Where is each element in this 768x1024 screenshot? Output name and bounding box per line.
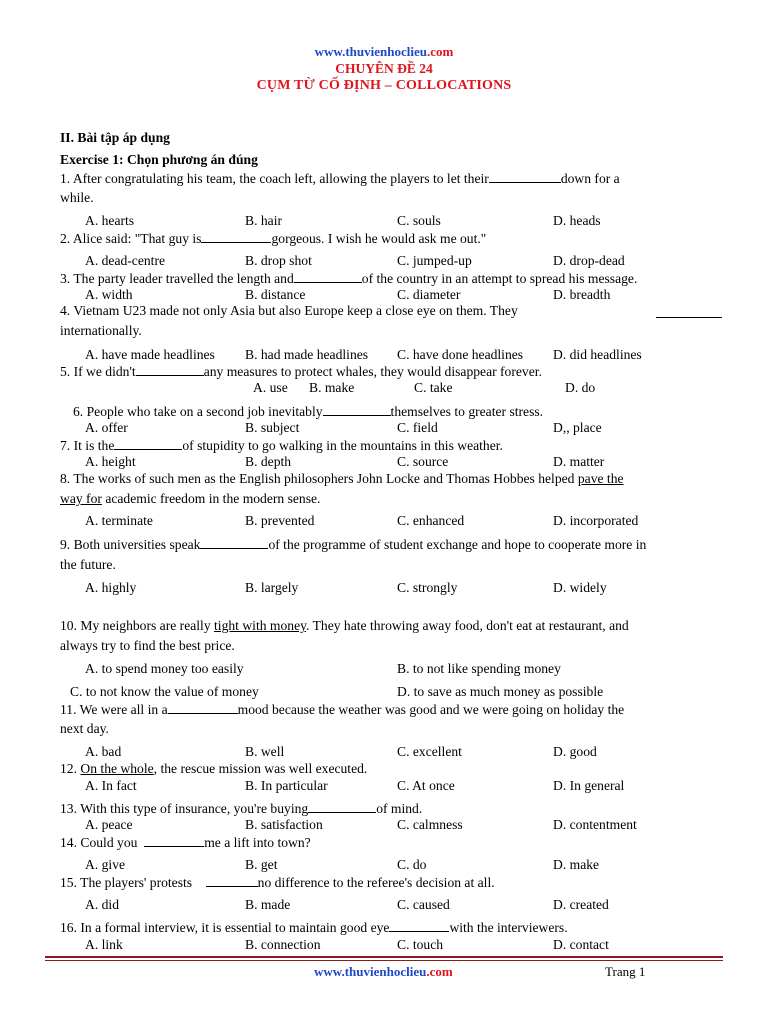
q11-text-a: 11. We were all in a xyxy=(60,702,168,717)
q10-text-b: . They hate throwing away food, don't eat at restaurant, and xyxy=(306,618,629,633)
q7-option-a[interactable]: A. height xyxy=(85,454,136,469)
q6-text-a: 6. People who take on a second job inevitably xyxy=(73,404,323,419)
question-9 xyxy=(60,536,646,553)
q8-option-b[interactable]: B. prevented xyxy=(245,513,315,528)
q5-text-a: 5. If we didn't xyxy=(60,364,136,379)
q16-option-a[interactable]: A. link xyxy=(85,937,123,952)
q11-option-a[interactable]: A. bad xyxy=(85,744,122,759)
q14-option-d[interactable]: D. make xyxy=(553,857,600,872)
q15-option-a[interactable]: A. did xyxy=(85,897,119,912)
q8-underlined-b: way for xyxy=(60,491,102,506)
q1-option-b[interactable]: B. hair xyxy=(245,213,282,228)
q11-blank xyxy=(168,701,238,714)
q2-option-b[interactable]: B. drop shot xyxy=(245,253,312,268)
q11-option-b[interactable]: B. well xyxy=(245,744,285,759)
q1-text-a: 1. After congratulating his team, the coach left, allowing the players to let their xyxy=(60,171,489,186)
q4-option-b[interactable]: B. had made headlines xyxy=(245,347,369,362)
chuyen-de: CHUYÊN ĐỀ 24 xyxy=(335,61,433,76)
q16-option-c[interactable]: C. touch xyxy=(397,937,444,952)
q10-underlined: tight with money xyxy=(214,618,307,633)
q2-option-c[interactable]: C. jumped-up xyxy=(397,253,472,268)
q9-option-a[interactable]: A. highly xyxy=(85,580,137,595)
q9-option-d[interactable]: D. widely xyxy=(553,580,607,595)
q10-option-a[interactable]: A. to spend money too easily xyxy=(85,661,244,676)
question-2 xyxy=(60,230,486,247)
q7-option-c[interactable]: C. source xyxy=(397,454,449,469)
q4-option-a[interactable]: A. have made headlines xyxy=(85,347,215,362)
q8-underlined-a: pave the xyxy=(577,471,624,486)
question-1 xyxy=(60,170,713,187)
q7-option-d[interactable]: D. matter xyxy=(553,454,605,469)
q16-option-b[interactable]: B. connection xyxy=(245,937,321,952)
q12-option-c[interactable]: C. At once xyxy=(397,778,455,793)
q14-text-a: 14. Could you xyxy=(60,835,138,850)
q6-text-b: themselves to greater stress. xyxy=(390,404,544,419)
question-8 xyxy=(60,471,624,487)
q8-text-a: 8. The works of such men as the English philosophers John Locke and Thomas Hobbes helped xyxy=(60,471,575,486)
q1-option-d[interactable]: D. heads xyxy=(553,213,601,228)
question-10 xyxy=(60,618,629,634)
footer-site-tld[interactable]: .com xyxy=(426,964,453,979)
q13-text-a: 13. With this type of insurance, you're buying xyxy=(60,801,309,816)
q9-text-b: of the programme of student exchange and hope to cooperate more in xyxy=(268,537,647,552)
q5-option-a[interactable]: A. use xyxy=(253,380,288,395)
question-7 xyxy=(60,437,503,454)
q6-option-a[interactable]: A. offer xyxy=(85,420,128,435)
q1-option-a[interactable]: A. hearts xyxy=(85,213,135,228)
q3-text-b: of the country in an attempt to spread his message. xyxy=(361,271,638,286)
q1-blank xyxy=(489,170,561,183)
q10-text-c: always try to find the best price. xyxy=(60,638,235,653)
q10-option-b[interactable]: B. to not like spending money xyxy=(397,661,561,676)
question-3 xyxy=(60,270,637,287)
section-heading: II. Bài tập áp dụng xyxy=(60,130,170,145)
q5-option-c[interactable]: C. take xyxy=(414,380,453,395)
q12-text-b: , the rescue mission was well executed. xyxy=(153,761,368,776)
q14-option-c[interactable]: C. do xyxy=(397,857,427,872)
q13-option-d[interactable]: D. contentment xyxy=(553,817,637,832)
q9-option-b[interactable]: B. largely xyxy=(245,580,299,595)
question-14 xyxy=(60,834,311,851)
q6-option-d[interactable]: D,, place xyxy=(553,420,602,435)
question-5 xyxy=(60,363,542,380)
q15-blank xyxy=(206,874,258,887)
footer-site[interactable] xyxy=(314,964,453,980)
question-11 xyxy=(60,701,624,718)
q16-text-a: 16. In a formal interview, it is essential to maintain good eye xyxy=(60,920,390,935)
q5-text-b: any measures to protect whales, they would disappear forever. xyxy=(203,364,542,379)
q15-option-c[interactable]: C. caused xyxy=(397,897,450,912)
q3-option-a[interactable]: A. width xyxy=(85,287,133,302)
q11-option-c[interactable]: C. excellent xyxy=(397,744,462,759)
footer-rule-thin xyxy=(45,960,723,961)
q16-text-b: with the interviewers. xyxy=(449,920,568,935)
q5-option-d[interactable]: D. do xyxy=(565,380,596,395)
q13-blank xyxy=(308,800,376,813)
q9-text-a: 9. Both universities speak xyxy=(60,537,201,552)
q10-option-c[interactable]: C. to not know the value of money xyxy=(70,684,259,699)
q2-blank xyxy=(201,230,271,243)
q12-text-a: 12. xyxy=(60,761,77,776)
q8-text-c: academic freedom in the modern sense. xyxy=(105,491,321,506)
q7-option-b[interactable]: B. depth xyxy=(245,454,292,469)
question-15 xyxy=(60,874,495,891)
footer-site-main[interactable]: www.thuvienhoclieu xyxy=(314,964,427,979)
q3-text-a: 3. The party leader travelled the length and xyxy=(60,271,294,286)
q14-option-a[interactable]: A. give xyxy=(85,857,126,872)
question-12 xyxy=(60,761,367,777)
q14-blank xyxy=(144,834,204,847)
q7-text-b: of stupidity to go walking in the mountains in this weather. xyxy=(182,438,503,453)
q6-option-c[interactable]: C. field xyxy=(397,420,438,435)
q4-blank xyxy=(656,305,722,318)
q4-text-c: internationally. xyxy=(60,323,142,338)
header-site[interactable] xyxy=(0,44,768,60)
q6-option-b[interactable]: B. subject xyxy=(245,420,300,435)
q2-text-b: gorgeous. I wish he would ask me out." xyxy=(271,231,487,246)
q10-option-d[interactable]: D. to save as much money as possible xyxy=(397,684,604,699)
q4-text-a: 4. Vietnam U23 made not only Asia but also Europe keep a close eye on them. They xyxy=(60,303,518,318)
q15-text-a: 15. The players' protests xyxy=(60,875,193,890)
q15-option-b[interactable]: B. made xyxy=(245,897,291,912)
q13-option-a[interactable]: A. peace xyxy=(85,817,133,832)
q7-blank xyxy=(114,437,182,450)
header-site-tld[interactable]: .com xyxy=(426,44,454,59)
footer-rule-thick xyxy=(45,956,723,958)
q2-text-a: 2. Alice said: "That guy is xyxy=(60,231,202,246)
q6-blank xyxy=(323,403,391,416)
q3-option-c[interactable]: C. diameter xyxy=(397,287,461,302)
q1-text-b: down for a xyxy=(560,171,620,186)
q16-option-d[interactable]: D. contact xyxy=(553,937,609,952)
page-title: CỤM TỪ CỐ ĐỊNH – COLLOCATIONS xyxy=(256,78,512,93)
q12-underlined: On the whole xyxy=(80,761,154,776)
q5-option-b[interactable]: B. make xyxy=(309,380,355,395)
q9-option-c[interactable]: C. strongly xyxy=(397,580,458,595)
q5-blank xyxy=(136,363,204,376)
q13-option-b[interactable]: B. satisfaction xyxy=(245,817,323,832)
q9-text-c: the future. xyxy=(60,557,116,572)
question-4 xyxy=(60,303,722,319)
q3-option-b[interactable]: B. distance xyxy=(245,287,306,302)
q13-option-c[interactable]: C. calmness xyxy=(397,817,463,832)
q1-option-c[interactable]: C. souls xyxy=(397,213,441,228)
q13-text-b: of mind. xyxy=(376,801,423,816)
q15-option-d[interactable]: D. created xyxy=(553,897,609,912)
q3-blank xyxy=(294,270,362,283)
q8-option-a[interactable]: A. terminate xyxy=(85,513,153,528)
page-number: Trang 1 xyxy=(605,964,646,979)
q8-option-d[interactable]: D. incorporated xyxy=(553,513,639,528)
question-13 xyxy=(60,800,422,817)
q11-text-c: next day. xyxy=(60,721,109,736)
q15-text-b: no difference to the referee's decision at all. xyxy=(257,875,495,890)
q12-option-d[interactable]: D. In general xyxy=(553,778,625,793)
q14-option-b[interactable]: B. get xyxy=(245,857,278,872)
header-site-main[interactable]: www.thuvienhoclieu xyxy=(314,44,427,59)
q2-option-d[interactable]: D. drop-dead xyxy=(553,253,625,268)
exercise-heading: Exercise 1: Chọn phương án đúng xyxy=(60,152,258,167)
q11-text-b: mood because the weather was good and we were going on holiday the xyxy=(237,702,625,717)
q1-text-c: while. xyxy=(60,190,94,205)
q12-option-b[interactable]: B. In particular xyxy=(245,778,328,793)
q7-text-a: 7. It is the xyxy=(60,438,115,453)
q14-text-b: me a lift into town? xyxy=(204,835,311,850)
question-6 xyxy=(73,403,543,420)
q8-option-c[interactable]: C. enhanced xyxy=(397,513,465,528)
question-16 xyxy=(60,919,568,936)
q10-text-a: 10. My neighbors are really xyxy=(60,618,211,633)
q11-option-d[interactable]: D. good xyxy=(553,744,597,759)
q3-option-d[interactable]: D. breadth xyxy=(553,287,611,302)
q12-option-a[interactable]: A. In fact xyxy=(85,778,137,793)
q9-blank xyxy=(200,536,268,549)
q4-option-d[interactable]: D. did headlines xyxy=(553,347,642,362)
q4-option-c[interactable]: C. have done headlines xyxy=(397,347,524,362)
q8-line-2 xyxy=(60,491,320,507)
q16-blank xyxy=(389,919,449,932)
q2-option-a[interactable]: A. dead-centre xyxy=(85,253,166,268)
